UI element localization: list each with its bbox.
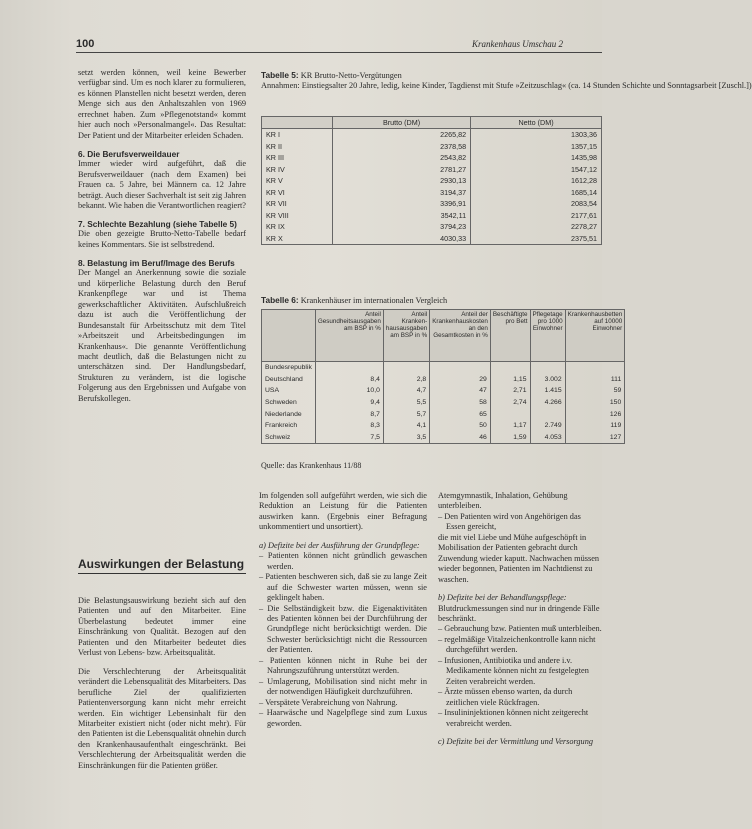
table-row	[262, 129, 602, 141]
table-row	[262, 233, 602, 245]
running-head: Krankenhaus Umschau 2	[472, 39, 563, 49]
list-item: – Ärzte müssen ebenso warten, da durch zeitlichen viele Rückfragen.	[438, 687, 573, 707]
table-cell: 119	[565, 420, 625, 432]
row-label: KR IV	[262, 164, 333, 176]
table-row	[262, 152, 602, 164]
list-item: – Verspätete Verabreichung von Nahrung.	[259, 697, 398, 707]
table-cell: 3,5	[383, 432, 429, 444]
table-cell: 50	[430, 420, 491, 432]
table-row	[262, 408, 625, 420]
list-item: – Infusionen, Antibiotika und andere i.v. Medikamente können nicht zu festgelegten Zeiten verabreicht werden.	[438, 655, 589, 686]
table-row	[262, 198, 602, 210]
table-cell: 5,5	[383, 397, 429, 409]
row-label: KR X	[262, 233, 333, 245]
table-cell: 59	[565, 385, 625, 397]
table5-caption-label: Tabelle 5:	[261, 70, 299, 80]
paragraph: Atemgymnastik, Inhalation, Gehübung unterbleiben.	[438, 491, 568, 511]
paragraph: Die oben gezeigte Brutto-Netto-Tabelle bedarf keines Kommentars. Sie ist selbstredend.	[78, 229, 246, 249]
row-label: Frankreich	[262, 420, 316, 432]
row-label: KR III	[262, 152, 333, 164]
section-heading-rule	[78, 573, 246, 574]
table-cell: 4030,33	[333, 233, 471, 245]
table6-source: Quelle: das Krankenhaus 11/88	[261, 461, 362, 470]
row-label: Niederlande	[262, 408, 316, 420]
table-cell: 47	[430, 385, 491, 397]
table-cell	[565, 362, 625, 374]
table-cell: 2781,27	[333, 164, 471, 176]
table-cell: 29	[430, 374, 491, 386]
table-cell: 2,8	[383, 374, 429, 386]
paragraph: Immer wieder wird aufgeführt, daß die Berufsverweildauer (nach dem Examen) bei Frauen ca. 5 Jahre, bei Männern ca. 12 Jahre beträgt. Auch dieser Sachverhalt ist seit zig Jahren bekannt. Wie haben die Verantwortlichen reagiert?	[78, 159, 246, 210]
table6-caption	[261, 295, 447, 306]
table5-intro: Annahmen: Einstiegsalter 20 Jahre, ledig, keine Kinder, Tagdienst mit Stufe »Zeitzuschlag« (ca. 14 Stunden Schichte und Sonntagsarbeit [Zuschl.])	[261, 81, 752, 90]
table-row	[262, 221, 602, 233]
paragraph: Die Verschlechterung der Arbeitsqualität verändert die Lebensqualität des Mitarbeiters. Das berufliche Ziel der qualifizierten Patientenversorgung kann nicht mehr erreicht werden. Ein wichtiger Lebensinhalt für den Mitarbeiter existiert nicht (oder nicht mehr). Für den Patienten ist die Lebensqualität ohnehin durch den Krankenhausaufenthalt eingeschränkt. Bei Verschlechterung der Arbeitsqualität werden die Einschränkungen für die Patienten größer.	[78, 666, 246, 770]
subheading: 7. Schlechte Bezahlung (siehe Tabelle 5)	[78, 219, 237, 230]
table-cell: 2,71	[490, 385, 530, 397]
table-cell: 1.415	[530, 385, 565, 397]
table-cell: 1612,28	[471, 175, 602, 187]
paragraph: die mit viel Liebe und Mühe aufgeschöpft in Mobilisation der Patienten gebracht durch Zuwendung wieder kaputt. Nachwachen müssen wieder begonnen, Patienten im Nachtdienst zu waschen.	[438, 532, 600, 584]
paragraph: Die Belastungsauswirkung bezieht sich auf den Patienten und auf den Mitarbeiter. Eine Überbelastung bedeutet immer eine Einschränkung von Qualität. Bezogen auf den Patienten und den Mitarbeiter bedeutet dies Verlust von Lebens- bzw. Arbeitsqualität.	[78, 596, 246, 658]
left-column-bottom	[78, 596, 246, 771]
table-cell: 4,1	[383, 420, 429, 432]
table-cell: 3542,11	[333, 210, 471, 222]
table-cell	[315, 362, 383, 374]
table-cell: 65	[430, 408, 491, 420]
row-label: KR VI	[262, 187, 333, 199]
table-cell: 3794,23	[333, 221, 471, 233]
left-column-top	[78, 68, 246, 404]
table-cell	[383, 362, 429, 374]
table-row	[262, 175, 602, 187]
column-header: Anteil Gesundheitsausgaben am BSP in %	[315, 310, 383, 362]
paragraph: Im folgenden soll aufgeführt werden, wie sich die Reduktion an Leistung für die Patienten auswirken kann. (Ergebnis einer Befragung unkommentiert und unsortiert).	[259, 491, 427, 532]
table-cell	[530, 408, 565, 420]
table-row	[262, 397, 625, 409]
column-header	[262, 310, 316, 362]
row-label: Deutschland	[262, 374, 316, 386]
table-cell: 1,59	[490, 432, 530, 444]
page-header	[0, 38, 602, 54]
table-cell: 3.002	[530, 374, 565, 386]
list-item: – Patienten können nicht in Ruhe bei der Nahrungszuführung unterstützt werden.	[259, 655, 427, 676]
subheading: 6. Die Berufsverweildauer	[78, 149, 180, 160]
subheading: 8. Belastung im Beruf/Image des Berufs	[78, 258, 235, 269]
table-cell: 3194,37	[333, 187, 471, 199]
column-header: Pflegetage pro 1000 Einwohner	[530, 310, 565, 362]
column-header: Beschäftigte pro Bett	[490, 310, 530, 362]
table-cell: 8,7	[315, 408, 383, 420]
table-row	[262, 141, 602, 153]
table-row	[262, 420, 625, 432]
row-label: KR II	[262, 141, 333, 153]
table-cell: 2083,54	[471, 198, 602, 210]
table-cell: 9,4	[315, 397, 383, 409]
list-item: – Den Patienten wird von Angehörigen das Essen gereicht,	[438, 511, 581, 532]
table-cell: 4.053	[530, 432, 565, 444]
table-cell: 2375,51	[471, 233, 602, 245]
table-cell: 2.749	[530, 420, 565, 432]
table-cell: 8,4	[315, 374, 383, 386]
table-row	[262, 187, 602, 199]
row-label: KR IX	[262, 221, 333, 233]
table-cell: 7,5	[315, 432, 383, 444]
table-cell: 8,3	[315, 420, 383, 432]
column-header: Brutto (DM)	[333, 117, 471, 129]
table6	[261, 309, 625, 444]
table-cell: 1547,12	[471, 164, 602, 176]
list-item: – Die Selbständigkeit bzw. die Eigenaktivitäten des Patienten können bei der Durchführung der Grundpflege nicht berücksichtigt werden. Die Schwester berücksichtigt nicht die Ressourcen der Patienten.	[259, 603, 427, 655]
table-cell: 10,0	[315, 385, 383, 397]
table-cell: 2930,13	[333, 175, 471, 187]
table-cell: 58	[430, 397, 491, 409]
table6-caption-text: Krankenhäuser im internationalen Vergleich	[300, 296, 448, 305]
table-cell: 4.266	[530, 397, 565, 409]
table-row	[262, 164, 602, 176]
page-number: 100	[76, 38, 95, 50]
list-subheading: a) Defizite bei der Ausführung der Grundpflege:	[259, 540, 420, 550]
table-cell: 111	[565, 374, 625, 386]
row-label: KR I	[262, 129, 333, 141]
paragraph: Der Mangel an Anerkennung sowie die soziale und körperliche Belastung durch den Beruf Krankenpflege war und ist Thema gewerkschaftlicher Aktivitäten. Aufschlußreich dazu ist auch die Veröffentlichung der Bundesanstalt für Arbeitsschutz mit dem Titel »Arbeitszeit und Arbeitsbedingungen im Krankenhaus«. Die genannte Veröffentlichung macht deutlich, daß die Belastungen nicht zu unterschätzen sind. Der Handlungsbedarf, Strukturen zu verändern, ist die logische Folgerung aus den Ergebnissen und Aufgabe von Berufskollegen.	[78, 268, 246, 403]
table-row	[262, 210, 602, 222]
table-cell: 1,15	[490, 374, 530, 386]
list-subheading: c) Defizite bei der Vermittlung und Versorgung	[438, 736, 594, 746]
table-cell: 126	[565, 408, 625, 420]
table-cell	[490, 408, 530, 420]
table-cell: 2177,61	[471, 210, 602, 222]
column-header: Krankenhausbetten auf 10000 Einwohner	[565, 310, 625, 362]
list-item: – Haarwäsche und Nagelpflege sind zum Luxus geworden.	[259, 708, 427, 728]
table-cell: 1357,15	[471, 141, 602, 153]
row-label: Bundesrepublik	[262, 362, 316, 374]
table-cell	[490, 362, 530, 374]
paragraph: setzt werden können, weil keine Bewerber verfügbar sind. Um es noch klarer zu formulieren, es können Planstellen nicht besetzt werden, deren Menge sich aus den Anhaltszahlen von 1969 errechnet haben. Zum »Pflegenotstand« kommt hier auch noch »Personalmangel«. Das Resultat: Der Patient und der Mitarbeiter erleiden Schaden.	[78, 68, 246, 140]
row-label: KR VIII	[262, 210, 333, 222]
column-header	[262, 117, 333, 129]
table5-caption	[261, 70, 402, 81]
table-row	[262, 385, 625, 397]
table-row	[262, 432, 625, 444]
column-header: Netto (DM)	[471, 117, 602, 129]
table6-caption-label: Tabelle 6:	[261, 295, 299, 305]
list-item: – Patienten können nicht gründlich gewaschen werden.	[259, 551, 427, 571]
list-item: – Patienten beschweren sich, daß sie zu lange Zeit auf die Schwester warten müssen, wenn sie geklingelt haben.	[259, 572, 427, 603]
paragraph: Blutdruckmessungen sind nur in dringende Fälle beschränkt.	[438, 603, 600, 623]
table-cell: 2278,27	[471, 221, 602, 233]
table-cell: 2378,58	[333, 141, 471, 153]
list-item: – regelmäßige Vitalzeichenkontrolle kann nicht durchgeführt werden.	[438, 634, 596, 655]
row-label: Schweiz	[262, 432, 316, 444]
row-label: USA	[262, 385, 316, 397]
table-cell: 2543,82	[333, 152, 471, 164]
table-cell: 127	[565, 432, 625, 444]
list-subheading: b) Defizite bei der Behandlungspflege:	[438, 593, 567, 603]
table-row	[262, 374, 625, 386]
list-item: – Insulininjektionen können nicht zeitgerecht verabreicht werden.	[438, 708, 589, 728]
section-heading: Auswirkungen der Belastung	[78, 557, 245, 571]
table-cell: 4,7	[383, 385, 429, 397]
list-item: – Umlagerung, Mobilisation sind nicht mehr in der notwendigen Häufigkeit durchzuführen.	[259, 676, 427, 697]
table-cell: 2,74	[490, 397, 530, 409]
row-label: KR VII	[262, 198, 333, 210]
header-rule	[76, 52, 602, 53]
table-cell: 1685,14	[471, 187, 602, 199]
table-cell: 46	[430, 432, 491, 444]
table-cell	[430, 362, 491, 374]
table-cell: 1435,98	[471, 152, 602, 164]
row-label: Schweden	[262, 397, 316, 409]
table5-caption-text: KR Brutto-Netto-Vergütungen	[300, 71, 402, 80]
table-cell	[530, 362, 565, 374]
table-cell: 3396,91	[333, 198, 471, 210]
table-row	[262, 362, 625, 374]
table5	[261, 116, 602, 245]
table-cell: 1303,36	[471, 129, 602, 141]
list-item: – Gebrauchung bzw. Patienten muß unterbleiben.	[438, 624, 602, 634]
row-label: KR V	[262, 175, 333, 187]
table-cell: 5,7	[383, 408, 429, 420]
middle-column	[259, 491, 427, 729]
column-header: Anteil der Krankenhauskosten an den Gesamtkosten in %	[430, 310, 491, 362]
table-cell: 2265,82	[333, 129, 471, 141]
right-column	[438, 491, 602, 747]
table-cell: 150	[565, 397, 625, 409]
table-cell: 1,17	[490, 420, 530, 432]
column-header: Anteil Kranken-hausausgaben am BSP in %	[383, 310, 429, 362]
